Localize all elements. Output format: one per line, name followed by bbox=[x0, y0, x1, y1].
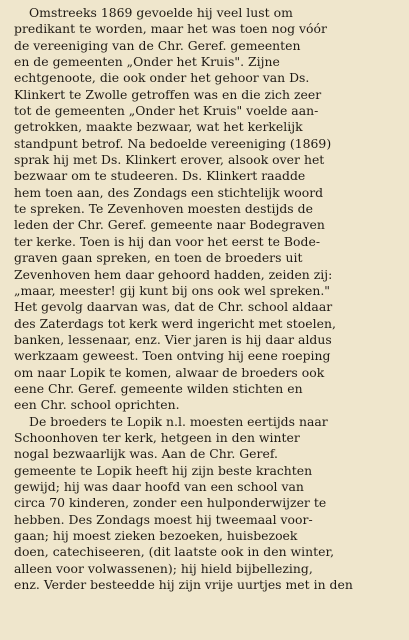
text-line: echtgenoote, die ook onder het gehoor van Ds. bbox=[14, 70, 310, 86]
text-line: De broeders te Lopik n.l. moesten eertijds naar bbox=[29, 413, 328, 429]
text-line: een Chr. school oprichten. bbox=[14, 397, 180, 413]
text-line: alleen voor volwassenen); hij hield bijbellezing, bbox=[14, 560, 313, 576]
text-line: de vereeniging van de Chr. Geref. gemeenten bbox=[14, 37, 301, 53]
text-line: circa 70 kinderen, zonder een hulponderwijzer te bbox=[14, 495, 327, 511]
text-line: eene Chr. Geref. gemeente wilden stichten en bbox=[14, 380, 303, 396]
text-line: en de gemeenten „Onder het Kruis". Zijne bbox=[14, 54, 280, 70]
text-line: hem toen aan, des Zondags een stichtelijk woord bbox=[14, 184, 324, 200]
text-line: leden der Chr. Geref. gemeente naar Bodegraven bbox=[14, 217, 325, 233]
text-line: doen, catechiseeren, (dit laatste ook in den winter, bbox=[14, 544, 335, 560]
text-line: des Zaterdags tot kerk werd ingericht met stoelen, bbox=[14, 315, 336, 331]
text-line: Het gevolg daarvan was, dat de Chr. school aldaar bbox=[14, 299, 333, 315]
text-line: banken, lessenaar, enz. Vier jaren is hij daar aldus bbox=[14, 331, 332, 347]
text-line: werkzaam geweest. Toen ontving hij eene roeping bbox=[14, 348, 331, 364]
paragraph-1 bbox=[14, 5, 403, 414]
text-line: om naar Lopik te komen, alwaar de broeders ook bbox=[14, 364, 325, 380]
text-line: Schoonhoven ter kerk, hetgeen in den winter bbox=[14, 429, 300, 445]
text-line: „maar, meester! gij kunt bij ons ook wel spreken." bbox=[14, 282, 330, 298]
text-line: hebben. Des Zondags moest hij tweemaal voor- bbox=[14, 511, 313, 527]
text-line: te spreken. Te Zevenhoven moesten destijds de bbox=[14, 201, 313, 217]
text-line: ter kerke. Toen is hij dan voor het eerst te Bode- bbox=[14, 233, 321, 249]
text-line: enz. Verder besteedde hij zijn vrije uurtjes met in den bbox=[14, 577, 353, 593]
text-line: getrokken, maakte bezwaar, wat het kerkelijk bbox=[14, 119, 303, 135]
text-line: nogal bezwaarlijk was. Aan de Chr. Geref. bbox=[14, 446, 278, 462]
text-line: gaan; hij moest zieken bezoeken, huisbezoek bbox=[14, 528, 298, 543]
text-line: tot de gemeenten „Onder het Kruis" voelde aan- bbox=[14, 103, 319, 119]
text-line: Zevenhoven hem daar gehoord hadden, zeiden zij: bbox=[14, 266, 333, 282]
text-line: Omstreeks 1869 gevoelde hij veel lust om bbox=[29, 5, 293, 20]
text-line: standpunt betrof. Na bedoelde vereeniging (1869) bbox=[14, 135, 332, 151]
text-line: gewijd; hij was daar hoofd van een school van bbox=[14, 478, 304, 494]
paragraph-2 bbox=[14, 414, 403, 594]
text-line: bezwaar om te studeeren. Ds. Klinkert raadde bbox=[14, 168, 306, 184]
text-line: gemeente te Lopik heeft hij zijn beste krachten bbox=[14, 462, 313, 478]
text-line: sprak hij met Ds. Klinkert erover, alsook over het bbox=[14, 152, 325, 168]
text-line: predikant te worden, maar het was toen nog vóór bbox=[14, 21, 327, 37]
text-line: Klinkert te Zwolle getroffen was en die zich zeer bbox=[14, 86, 322, 102]
text-line: graven gaan spreken, en toen de broeders uit bbox=[14, 250, 303, 266]
